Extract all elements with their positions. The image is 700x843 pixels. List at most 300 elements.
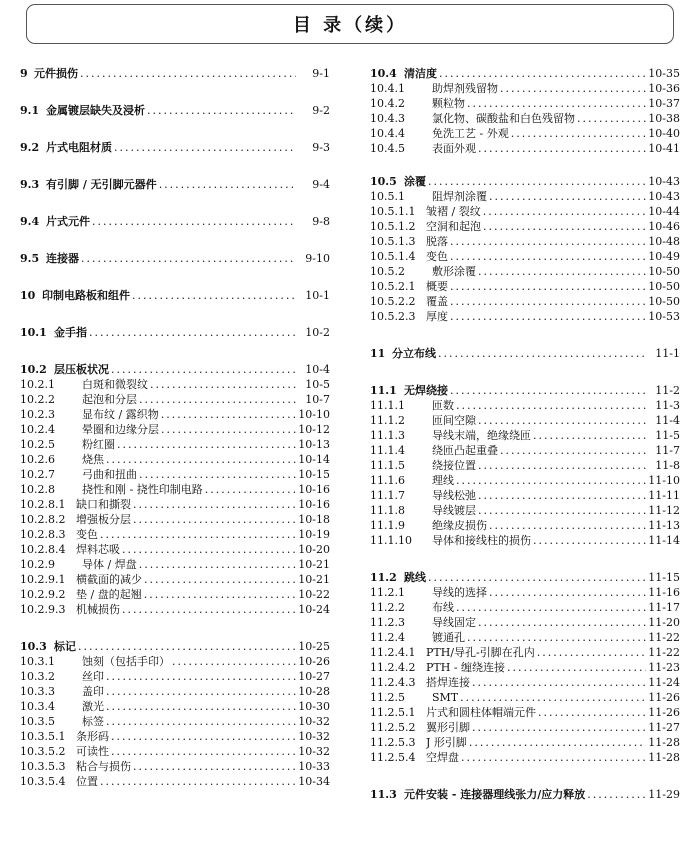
toc-entry-number: 11.1.10 [370, 534, 412, 547]
toc-entry-page: 10-49 [646, 249, 680, 264]
toc-entry-number: 10.4.2 [370, 97, 405, 110]
toc-entry-title-leader [426, 249, 646, 264]
toc-entry-number: 10.5.1.4 [370, 250, 416, 263]
toc-entry-title: 激光 [82, 700, 104, 713]
toc-entry[interactable] [370, 111, 680, 126]
toc-entry-page: 10-40 [646, 126, 680, 141]
toc-entry-title: 跳线 [404, 571, 426, 584]
toc-entry-number: 9 [20, 67, 28, 80]
toc-entry[interactable] [370, 309, 680, 324]
toc-entry[interactable] [20, 729, 330, 744]
toc-entry-title: 垫 / 盘的起翘 [76, 588, 142, 601]
toc-entry[interactable] [370, 690, 680, 705]
toc-entry-number: 10.5.2.1 [370, 280, 416, 293]
toc-entry-number: 11.2 [370, 571, 397, 584]
toc-entry-number: 10.5.2.3 [370, 310, 416, 323]
toc-entry-number: 11.2.5 [370, 691, 405, 704]
toc-entry[interactable] [20, 744, 330, 759]
toc-entry-page: 11-2 [646, 383, 680, 398]
toc-entry[interactable] [370, 126, 680, 141]
toc-entry[interactable] [20, 422, 330, 437]
toc-entry-title-leader [432, 630, 646, 645]
toc-entry-number: 10.3.1 [20, 655, 55, 668]
toc-entry-number: 10.3.3 [20, 685, 55, 698]
toc-entry[interactable] [20, 654, 330, 669]
toc-entry-title: 白斑和微裂纹 [82, 378, 148, 391]
toc-entry-title: 增强板分层 [76, 513, 131, 526]
toc-entry-title-leader [432, 398, 646, 413]
toc-entry-page: 11-29 [646, 787, 680, 802]
toc-entry-title-leader [82, 377, 296, 392]
toc-entry[interactable] [20, 699, 330, 714]
section-gap [370, 156, 680, 174]
toc-section-heading[interactable] [20, 66, 330, 81]
toc-entry[interactable] [370, 600, 680, 615]
toc-entry[interactable] [370, 189, 680, 204]
toc-entry[interactable] [370, 264, 680, 279]
toc-entry-number: 11.2.5.2 [370, 721, 416, 734]
toc-entry-page: 10-10 [296, 407, 330, 422]
toc-entry[interactable] [20, 497, 330, 512]
toc-entry-title: 搭焊连接 [426, 676, 470, 689]
toc-entry-title: 弓曲和扭曲 [82, 468, 137, 481]
toc-entry-title: 匝间空隙 [432, 414, 476, 427]
toc-entry-number: 10.2.1 [20, 378, 55, 391]
toc-entry-title-leader [432, 189, 646, 204]
toc-entry-number: 10.3.5.4 [20, 775, 66, 788]
toc-entry-number: 11.2.2 [370, 601, 405, 614]
toc-entry-page: 10-16 [296, 497, 330, 512]
toc-entry-title: 起泡和分层 [82, 393, 137, 406]
toc-entry-number: 10.2.6 [20, 453, 55, 466]
toc-entry[interactable] [20, 467, 330, 482]
toc-entry-title-leader [432, 585, 646, 600]
toc-entry-page: 11-4 [646, 413, 680, 428]
toc-entry-page: 10-53 [646, 309, 680, 324]
toc-entry-title-leader [432, 141, 646, 156]
toc-entry-title-leader [82, 699, 296, 714]
toc-entry-title: 绕匝凸起重叠 [432, 444, 498, 457]
toc-entry-title-leader [46, 103, 296, 118]
toc-entry-page: 11-28 [646, 750, 680, 765]
toc-entry-page: 10-21 [296, 572, 330, 587]
toc-entry-title: 导线松弛 [432, 489, 476, 502]
toc-entry[interactable] [20, 572, 330, 587]
toc-entry-title: 无焊绕接 [404, 384, 448, 397]
toc-entry-number: 10.3.5.1 [20, 730, 66, 743]
toc-entry-page: 10-15 [296, 467, 330, 482]
toc-section-heading[interactable] [370, 383, 680, 398]
toc-entry-number: 10.2.4 [20, 423, 55, 436]
toc-entry-number: 9.5 [20, 252, 40, 265]
toc-entry-title-leader [432, 96, 646, 111]
toc-entry-title-leader [46, 251, 296, 266]
toc-entry-page: 9-10 [296, 251, 330, 266]
toc-entry-title: 位置 [76, 775, 98, 788]
toc-entry-title: 脱落 [426, 235, 448, 248]
toc-entry[interactable] [20, 452, 330, 467]
toc-entry-number: 10.2.9 [20, 558, 55, 571]
toc-entry[interactable] [370, 279, 680, 294]
toc-entry-page: 11-7 [646, 443, 680, 458]
toc-entry-title: 元件安装 - 连接器理线张力/应力释放 [404, 788, 586, 801]
toc-entry-page: 10-50 [646, 294, 680, 309]
toc-entry[interactable] [370, 234, 680, 249]
toc-entry-number: 11.1.5 [370, 459, 405, 472]
toc-section-heading[interactable] [370, 787, 680, 802]
toc-entry[interactable] [370, 219, 680, 234]
toc-entry-title: 有引脚 / 无引脚元器件 [46, 178, 157, 191]
toc-entry-title-leader [82, 557, 296, 572]
toc-entry-page: 10-50 [646, 264, 680, 279]
toc-entry[interactable] [20, 527, 330, 542]
toc-entry-title-leader [426, 645, 646, 660]
toc-entry[interactable] [20, 437, 330, 452]
toc-entry-title: 片式元件 [46, 215, 90, 228]
toc-entry-page: 11-1 [646, 346, 680, 361]
toc-entry-number: 9.2 [20, 141, 40, 154]
toc-entry-title-leader [432, 615, 646, 630]
toc-entry-title-leader [432, 413, 646, 428]
toc-column-left [20, 66, 330, 789]
toc-entry-title-leader [404, 570, 646, 585]
toc-entry-page: 11-14 [646, 533, 680, 548]
toc-entry-number: 11.2.4 [370, 631, 405, 644]
toc-entry[interactable] [20, 512, 330, 527]
toc-entry-title: 导线末端，绝缘绕匝 [432, 429, 531, 442]
toc-entry-number: 10.5.2 [370, 265, 405, 278]
toc-entry-page: 9-1 [296, 66, 330, 81]
toc-entry[interactable] [370, 249, 680, 264]
toc-entry[interactable] [20, 759, 330, 774]
toc-entry-page: 11-13 [646, 518, 680, 533]
toc-section-heading[interactable] [370, 570, 680, 585]
toc-entry[interactable] [370, 503, 680, 518]
toc-section-heading[interactable] [370, 66, 680, 81]
toc-entry-number: 10.3 [20, 640, 47, 653]
toc-entry-number: 10.3.5 [20, 715, 55, 728]
toc-entry-title: 敷形涂覆 [432, 265, 476, 278]
toc-entry-title: 匝数 [432, 399, 454, 412]
toc-section-heading[interactable] [20, 140, 330, 155]
toc-entry-page: 11-8 [646, 458, 680, 473]
section-gap [20, 192, 330, 214]
toc-section-heading[interactable] [20, 214, 330, 229]
toc-entry[interactable] [20, 377, 330, 392]
section-gap [20, 229, 330, 251]
toc-section-heading[interactable] [20, 103, 330, 118]
toc-entry-title-leader [54, 325, 296, 340]
toc-entry-title-leader [426, 735, 646, 750]
toc-entry-number: 10.2.8 [20, 483, 55, 496]
toc-entry-page: 11-28 [646, 735, 680, 750]
toc-entry-page: 10-26 [296, 654, 330, 669]
toc-entry-title: 阻焊剂涂覆 [432, 190, 487, 203]
toc-entry[interactable] [370, 533, 680, 548]
toc-entry-title: 导线固定 [432, 616, 476, 629]
toc-entry[interactable] [370, 660, 680, 675]
toc-entry-title-leader [426, 294, 646, 309]
toc-entry[interactable] [20, 392, 330, 407]
toc-entry-page: 11-26 [646, 690, 680, 705]
toc-entry-page: 10-25 [296, 639, 330, 654]
toc-entry-title: 粉红圈 [82, 438, 115, 451]
toc-entry[interactable] [370, 585, 680, 600]
toc-section-heading[interactable] [20, 325, 330, 340]
toc-entry-title-leader [82, 684, 296, 699]
toc-entry-number: 10.2.9.3 [20, 603, 66, 616]
toc-entry-page: 10-43 [646, 189, 680, 204]
toc-entry-page: 10-12 [296, 422, 330, 437]
toc-entry-number: 10.3.5.3 [20, 760, 66, 773]
toc-entry-page: 11-27 [646, 720, 680, 735]
toc-section-heading[interactable] [20, 288, 330, 303]
toc-entry-number: 11.2.4.2 [370, 661, 416, 674]
toc-entry-number: 9.1 [20, 104, 40, 117]
toc-entry-number: 10.5.2.2 [370, 295, 416, 308]
toc-entry-page: 11-23 [646, 660, 680, 675]
toc-entry-title-leader [76, 774, 296, 789]
toc-section-heading[interactable] [20, 251, 330, 266]
toc-entry-title: 金手指 [54, 326, 87, 339]
toc-entry[interactable] [20, 587, 330, 602]
toc-entry-number: 10.5.1 [370, 190, 405, 203]
toc-entry-number: 10.4.4 [370, 127, 405, 140]
toc-entry-title-leader [46, 140, 296, 155]
toc-section-heading[interactable] [370, 174, 680, 189]
toc-entry-title-leader [404, 66, 646, 81]
section-gap [20, 118, 330, 140]
toc-section-heading[interactable] [20, 639, 330, 654]
toc-entry-page: 11-12 [646, 503, 680, 518]
toc-entry-title-leader [426, 660, 646, 675]
toc-entry[interactable] [370, 141, 680, 156]
toc-entry-number: 11.1.7 [370, 489, 405, 502]
toc-entry-title: 印制电路板和组件 [42, 289, 130, 302]
toc-entry-title-leader [54, 639, 296, 654]
toc-entry[interactable] [370, 96, 680, 111]
toc-entry[interactable] [20, 542, 330, 557]
toc-entry-title-leader [432, 428, 646, 443]
toc-entry-number: 10.5.1.2 [370, 220, 416, 233]
toc-entry-title: 显布纹 / 露织物 [82, 408, 159, 421]
toc-entry-number: 11.2.3 [370, 616, 405, 629]
toc-entry-number: 10.3.5.2 [20, 745, 66, 758]
toc-entry-number: 10.5.1.3 [370, 235, 416, 248]
toc-entry-title: 绕接位置 [432, 459, 476, 472]
toc-entry-title-leader [426, 219, 646, 234]
toc-entry-title: 分立布线 [392, 347, 436, 360]
toc-entry-title-leader [82, 437, 296, 452]
toc-entry-title-leader [76, 602, 296, 617]
toc-entry-number: 10.1 [20, 326, 47, 339]
toc-entry-page: 11-3 [646, 398, 680, 413]
toc-entry-page: 10-22 [296, 587, 330, 602]
toc-entry-title: 粘合与损伤 [76, 760, 131, 773]
toc-entry-title: 标签 [82, 715, 104, 728]
toc-entry-title: 金属镀层缺失及浸析 [46, 104, 145, 117]
toc-entry-number: 11.1.8 [370, 504, 405, 517]
toc-entry-title: 翼形引脚 [426, 721, 470, 734]
toc-entry[interactable] [370, 750, 680, 765]
toc-entry[interactable] [370, 705, 680, 720]
toc-entry-page: 10-50 [646, 279, 680, 294]
toc-entry[interactable] [370, 413, 680, 428]
toc-entry-number: 10.2.9.1 [20, 573, 66, 586]
toc-entry[interactable] [370, 294, 680, 309]
toc-entry-page: 10-19 [296, 527, 330, 542]
toc-entry-page: 10-21 [296, 557, 330, 572]
toc-entry-title-leader [76, 542, 296, 557]
toc-entry[interactable] [370, 630, 680, 645]
toc-entry-title-leader [82, 392, 296, 407]
toc-entry-title: 概要 [426, 280, 448, 293]
toc-entry-number: 10.4.1 [370, 82, 405, 95]
toc-entry-title-leader [34, 66, 296, 81]
toc-entry-page: 10-7 [296, 392, 330, 407]
toc-entry-number: 11.1.3 [370, 429, 405, 442]
toc-entry[interactable] [20, 557, 330, 572]
toc-section-heading[interactable] [370, 346, 680, 361]
toc-entry-page: 11-17 [646, 600, 680, 615]
toc-entry[interactable] [20, 482, 330, 497]
toc-entry-title-leader [432, 81, 646, 96]
toc-entry-title: 烧焦 [82, 453, 104, 466]
toc-entry-page: 11-11 [646, 488, 680, 503]
toc-entry-page: 11-22 [646, 645, 680, 660]
toc-entry-title: 元件损伤 [34, 67, 78, 80]
toc-entry-number: 9.3 [20, 178, 40, 191]
toc-entry-number: 10.2.2 [20, 393, 55, 406]
toc-entry-number: 10.2.8.2 [20, 513, 66, 526]
toc-entry[interactable] [370, 615, 680, 630]
toc-entry-number: 10.2.5 [20, 438, 55, 451]
toc-entry-title: PTH/导孔-引脚在孔内 [426, 646, 535, 659]
toc-entry-page: 10-4 [296, 362, 330, 377]
toc-entry-number: 10.5 [370, 175, 397, 188]
toc-entry-title: 可读性 [76, 745, 109, 758]
toc-entry[interactable] [370, 720, 680, 735]
toc-entry-title: 挠性和刚 - 挠性印制电路 [82, 483, 203, 496]
toc-entry-title: 涂覆 [404, 175, 426, 188]
toc-entry-title: 表面外观 [432, 142, 476, 155]
toc-entry-title-leader [404, 174, 646, 189]
toc-entry-page: 10-27 [296, 669, 330, 684]
toc-entry-title-leader [432, 518, 646, 533]
toc-entry[interactable] [370, 473, 680, 488]
toc-entry[interactable] [370, 735, 680, 750]
toc-entry-title: 免洗工艺 - 外观 [432, 127, 509, 140]
toc-entry-title-leader [76, 572, 296, 587]
toc-entry-title: 层压板状况 [54, 363, 109, 376]
toc-entry-page: 11-24 [646, 675, 680, 690]
toc-entry[interactable] [370, 398, 680, 413]
toc-entry[interactable] [370, 204, 680, 219]
toc-entry[interactable] [20, 774, 330, 789]
toc-entry[interactable] [20, 684, 330, 699]
toc-entry-page: 9-8 [296, 214, 330, 229]
toc-entry[interactable] [20, 602, 330, 617]
toc-entry-number: 10 [20, 289, 36, 302]
toc-entry-title: 空洞和起泡 [426, 220, 481, 233]
toc-entry-number: 11.1.9 [370, 519, 405, 532]
toc-entry-title: 焊料芯吸 [76, 543, 120, 556]
toc-entry-title: 空焊盘 [426, 751, 459, 764]
toc-entry-title-leader [82, 669, 296, 684]
toc-entry-title-leader [426, 675, 646, 690]
toc-entry[interactable] [370, 488, 680, 503]
toc-entry-title-leader [426, 720, 646, 735]
toc-entry-page: 10-32 [296, 714, 330, 729]
toc-entry-title: 皱褶 / 裂纹 [426, 205, 481, 218]
toc-entry-page: 11-16 [646, 585, 680, 600]
toc-entry-number: 11.2.5.4 [370, 751, 416, 764]
toc-entry-title: 布线 [432, 601, 454, 614]
toc-entry[interactable] [370, 428, 680, 443]
toc-entry-title: 导体和接线柱的损伤 [432, 534, 531, 547]
toc-entry-title-leader [76, 497, 296, 512]
toc-entry-title: 盖印 [82, 685, 104, 698]
toc-entry-number: 10.2 [20, 363, 47, 376]
toc-entry-title-leader [432, 503, 646, 518]
toc-entry[interactable] [20, 669, 330, 684]
toc-entry-title: J 形引脚 [426, 736, 467, 749]
toc-entry-title-leader [76, 512, 296, 527]
toc-entry-page: 10-35 [646, 66, 680, 81]
toc-entry-number: 11.2.5.1 [370, 706, 416, 719]
toc-entry-number: 11 [370, 347, 386, 360]
section-gap [370, 361, 680, 383]
toc-entry-title: 连接器 [46, 252, 79, 265]
toc-entry-title: 镀通孔 [432, 631, 465, 644]
section-gap [370, 324, 680, 346]
toc-entry[interactable] [370, 518, 680, 533]
toc-section-heading[interactable] [20, 177, 330, 192]
toc-entry-page: 10-38 [646, 111, 680, 126]
page-title: 目 录（续） [292, 15, 408, 36]
toc-entry-title-leader [82, 654, 296, 669]
toc-entry-title: 厚度 [426, 310, 448, 323]
toc-entry[interactable] [20, 714, 330, 729]
toc-entry-page: 10-24 [296, 602, 330, 617]
toc-entry-title: 理线 [432, 474, 454, 487]
toc-entry-number: 10.3.2 [20, 670, 55, 683]
toc-entry-page: 11-10 [646, 473, 680, 488]
toc-entry-page: 10-13 [296, 437, 330, 452]
toc-entry-page: 10-1 [296, 288, 330, 303]
toc-entry-number: 11.1.6 [370, 474, 405, 487]
toc-entry-page: 9-4 [296, 177, 330, 192]
toc-entry-number: 11.2.1 [370, 586, 405, 599]
toc-entry-title-leader [46, 177, 296, 192]
toc-entry-page: 10-41 [646, 141, 680, 156]
toc-entry[interactable] [370, 458, 680, 473]
section-gap [370, 548, 680, 570]
toc-entry[interactable] [20, 407, 330, 422]
toc-entry-number: 10.2.8.1 [20, 498, 66, 511]
toc-entry-number: 11.1.4 [370, 444, 405, 457]
toc-entry-title-leader [42, 288, 296, 303]
toc-entry-title-leader [76, 729, 296, 744]
toc-section-heading[interactable] [20, 362, 330, 377]
toc-entry-page: 11-22 [646, 630, 680, 645]
toc-entry[interactable] [370, 675, 680, 690]
toc-entry-page: 10-32 [296, 729, 330, 744]
toc-entry[interactable] [370, 81, 680, 96]
toc-entry-title: 清洁度 [404, 67, 437, 80]
toc-entry[interactable] [370, 645, 680, 660]
toc-entry[interactable] [370, 443, 680, 458]
